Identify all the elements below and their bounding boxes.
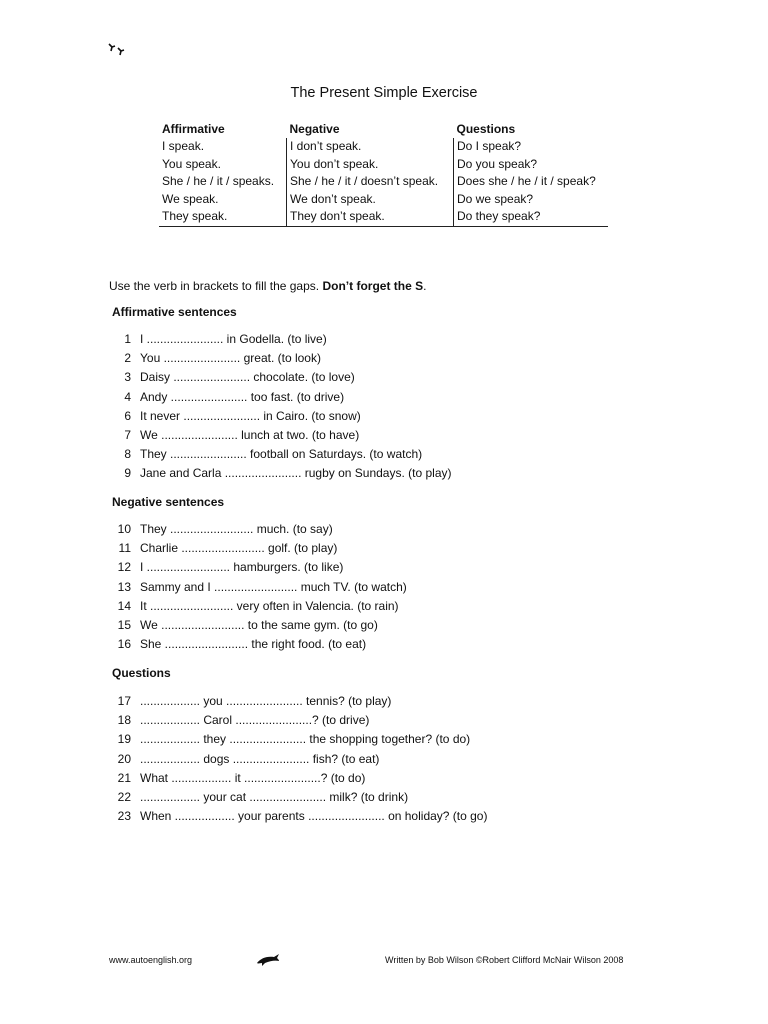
item-number: 8: [124, 447, 131, 462]
section-heading-questions: Questions: [112, 666, 171, 680]
item-number: 7: [124, 427, 131, 442]
list-item: [112, 597, 407, 616]
table-row: [159, 191, 608, 209]
table-cell: She / he / it / doesn’t speak.: [287, 173, 454, 191]
table-row: [159, 156, 608, 174]
list-item: [112, 368, 451, 387]
item-text: What .................. it .......................? (to do): [140, 770, 366, 785]
list-item: [112, 578, 407, 597]
item-number: 1: [124, 332, 131, 346]
table-cell: They speak.: [159, 208, 287, 226]
table-cell: Do they speak?: [454, 208, 609, 226]
table-cell: Does she / he / it / speak?: [454, 173, 609, 191]
table-cell: Do we speak?: [454, 191, 609, 209]
table-cell: You speak.: [162, 156, 221, 171]
table-row: [159, 208, 608, 226]
list-item: [112, 330, 451, 349]
header-negative: Negative: [289, 122, 340, 136]
list-item: [112, 558, 407, 577]
item-text: .................. Carol .......................? (to drive): [140, 713, 370, 728]
item-number: 12: [117, 560, 131, 575]
item-number: 21: [117, 770, 131, 785]
list-item: [112, 388, 451, 407]
footer-website: www.autoenglish.org: [109, 955, 193, 965]
item-number: 22: [117, 789, 131, 804]
affirmative-list: [112, 330, 451, 484]
instruction-end: .: [423, 279, 427, 293]
item-text: I ......................... hamburgers. (to like): [140, 560, 344, 575]
item-text: Andy ....................... too fast. (to drive): [140, 389, 345, 404]
table-cell: We don’t speak.: [287, 191, 454, 209]
page-title: The Present Simple Exercise: [290, 85, 478, 101]
item-text: She ......................... the right food. (to eat): [140, 637, 367, 652]
table-cell: You don’t speak.: [287, 156, 454, 174]
negative-list: [112, 520, 407, 654]
section-heading-affirmative: Affirmative sentences: [112, 305, 237, 319]
list-item: [112, 769, 487, 788]
table-cell: Do you speak?: [454, 156, 609, 174]
table-row: [159, 173, 608, 191]
table-cell: They don’t speak.: [287, 208, 454, 226]
list-item: [112, 407, 451, 426]
section-heading-negative: Negative sentences: [112, 495, 225, 509]
item-number: 15: [117, 617, 131, 632]
item-text: .................. dogs ....................... fish? (to eat): [140, 751, 380, 766]
header-questions: Questions: [456, 122, 516, 136]
item-number: 6: [124, 408, 131, 423]
instruction-bold: Don’t forget the S: [322, 279, 424, 293]
item-text: .................. they ....................... the shopping together? (to do): [140, 732, 471, 747]
item-text: They ....................... football on Saturdays. (to watch): [140, 447, 423, 462]
item-text: We ......................... to the same gym. (to go): [140, 617, 378, 632]
table-cell: Do I speak?: [454, 138, 609, 156]
list-item: [112, 464, 451, 483]
item-number: 11: [118, 541, 131, 556]
list-item: [112, 711, 487, 730]
item-number: 18: [117, 713, 131, 728]
table-row: [159, 138, 608, 156]
list-item: [112, 635, 407, 654]
dolphin-icon: [255, 950, 281, 968]
item-number: 14: [117, 598, 131, 613]
footer-credit: Written by Bob Wilson ©Robert Clifford McNair Wilson 2008: [385, 955, 624, 965]
list-item: [112, 692, 487, 711]
questions-list: [112, 692, 487, 826]
list-item: [112, 616, 407, 635]
item-text: When .................. your parents ....................... on holiday? (to go): [140, 809, 488, 824]
conjugation-table: [159, 121, 608, 227]
item-text: I ....................... in Godella. (to live): [140, 332, 327, 346]
instruction-text: Use the verb in brackets to fill the gaps.: [109, 279, 323, 293]
table-header-row: [159, 121, 608, 138]
instruction: [109, 279, 426, 293]
list-item: [112, 788, 487, 807]
item-number: 9: [124, 466, 131, 481]
list-item: [112, 750, 487, 769]
birds-logo-icon: [107, 42, 127, 58]
table-cell: We speak.: [162, 191, 219, 206]
item-number: 20: [117, 751, 131, 766]
item-number: 3: [124, 370, 131, 385]
list-item: [112, 445, 451, 464]
item-number: 13: [117, 579, 131, 594]
item-number: 19: [117, 732, 131, 747]
item-text: Daisy ....................... chocolate. (to love): [140, 370, 355, 385]
item-number: 4: [124, 389, 131, 404]
item-number: 10: [117, 522, 131, 536]
item-number: 23: [117, 809, 131, 824]
item-text: We ....................... lunch at two. (to have): [140, 427, 360, 442]
item-text: Sammy and I ......................... much TV. (to watch): [140, 579, 407, 594]
table-cell: I speak.: [162, 139, 205, 153]
item-number: 16: [117, 637, 131, 652]
header-affirmative: Affirmative: [162, 122, 225, 136]
list-item: [112, 520, 407, 539]
table-cell: She / he / it / speaks.: [162, 174, 275, 189]
list-item: [112, 807, 487, 826]
item-text: They ......................... much. (to say): [140, 522, 333, 536]
list-item: [112, 539, 407, 558]
item-text: It never ....................... in Cairo. (to snow): [140, 408, 361, 423]
item-text: Jane and Carla ....................... rugby on Sundays. (to play): [140, 466, 452, 481]
item-text: .................. your cat ....................... milk? (to drink): [140, 789, 409, 804]
item-text: It ......................... very often in Valencia. (to rain): [140, 598, 399, 613]
item-number: 17: [117, 694, 131, 708]
item-text: .................. you ....................... tennis? (to play): [140, 694, 392, 708]
item-text: You ....................... great. (to look): [140, 351, 321, 366]
list-item: [112, 426, 451, 445]
item-text: Charlie ......................... golf. (to play): [140, 541, 338, 556]
list-item: [112, 730, 487, 749]
list-item: [112, 349, 451, 368]
table-cell: I don’t speak.: [287, 138, 454, 156]
item-number: 2: [124, 351, 131, 366]
